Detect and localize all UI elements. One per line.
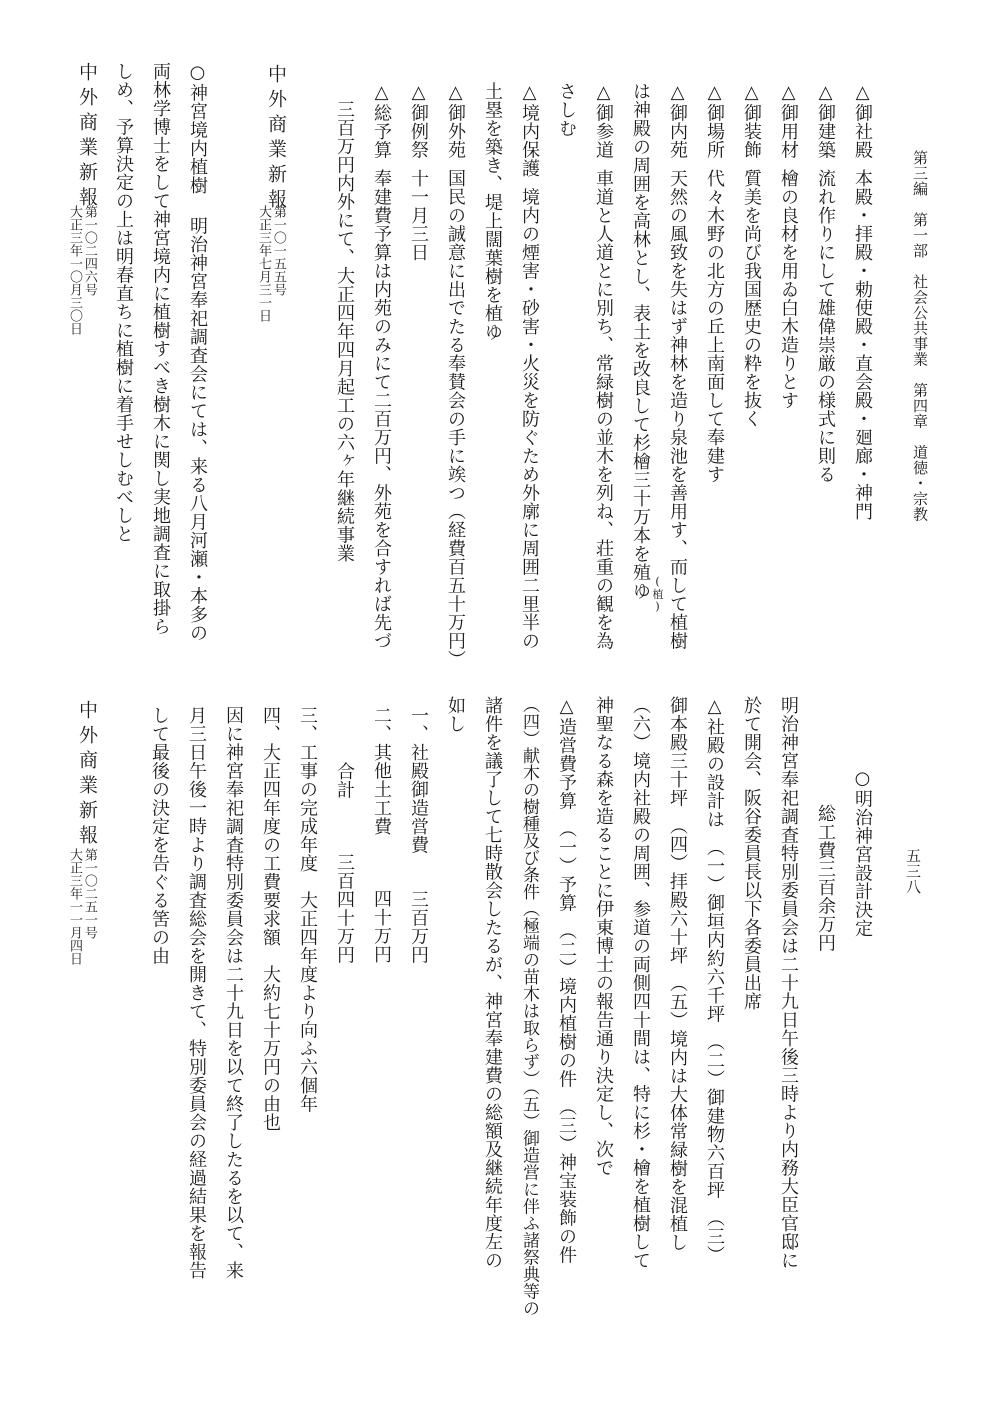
article-subtitle: 総工費三百余万円	[815, 804, 836, 952]
body-line-1: 明治神宮奉祀調査特別委員会は二十九日午後三時より内務大臣官邸に	[778, 696, 799, 1270]
item-gogaien: △御外苑国民の誠意に出でたる奉賛会の手に竢つ（経費百五十万円）	[445, 82, 466, 669]
page-number: 五三八	[904, 848, 922, 895]
closing-line-3: 因に神宮奉祀調査特別委員会は二十九日を以て終了したるを以て、来	[223, 706, 244, 1280]
closing-line-2: 四、大正四年度の工費要求額 大約七十万円の由也	[260, 706, 281, 1132]
body-line-10: 如し	[445, 696, 466, 733]
item-gonaien-cont: は神殿の周囲を高林とし、表土を改良して杉檜三十万本を殖ゆ	[630, 82, 651, 600]
article-shokuju: ○神宮境内植樹明治神宮奉祀調査会にては、来る八月河瀬・本多の	[187, 62, 208, 642]
item-souyosan: △総予算奉建費予算は内苑のみにて二百万円、外苑を合すれば先づ	[371, 82, 392, 650]
item-souyosan-cont: 三百万円内外にて、大正四年四月起工の六ヶ年継続事業	[334, 100, 355, 563]
body-line-3: △社殿の設計は （一）御垣内約六千坪 （二）御建物六百坪 （三）	[704, 696, 725, 1264]
closing-line-4: 月三日午後一時より調査総会を開きて、特別委員会の経過結果を報告	[186, 706, 207, 1280]
item-keidai-hogo-cont: 土塁を築き、堤上闊葉樹を植ゆ	[482, 82, 503, 341]
budget-item-2: 二、其他土工費四十万円	[371, 706, 392, 964]
source-newspaper-3: 中外商業新報	[76, 700, 98, 850]
source-issue-1: 第一〇一五五号 大正三年七月三一日	[255, 205, 286, 322]
item-gonaien: △御内苑天然の風致を失はず神林を造り泉池を善用す、而して植樹	[667, 82, 688, 650]
item-gokenchiku: △御建築流れ作りにして雄偉崇厳の様式に則る	[815, 82, 836, 484]
item-goyouzai: △御用材檜の良材を用ゐ白木造りとす	[778, 82, 799, 410]
article-shokuju-line3: しめ、予算決定の上は明春直ちに植樹に着手せしむべしと	[113, 62, 134, 543]
source-newspaper-1: 中外商業新報	[265, 64, 287, 214]
item-gosoushoku: △御装飾質美を尚び我国歴史の粋を抜く	[741, 82, 762, 428]
body-line-2: 於て開会、阪谷委員長以下各委員出席	[741, 696, 762, 1011]
source-issue-2: 第一〇二四六号 大正三年一〇月三〇日	[66, 205, 97, 335]
ruby-note: (植)	[651, 575, 664, 614]
article-shokuju-line2: 両林学博士をして神宮境内に植樹すべき樹木に関し実地調査に取掛ら	[150, 62, 171, 636]
body-line-8: （四）献木の樹種及び条件（極端の苗木は取らず）（五）御造営に伴ふ諸祭典等の	[519, 696, 539, 1317]
closing-line-1: 三、工事の完成年度 大正四年度より向ふ六個年	[297, 706, 318, 1113]
body-line-9: 諸件を議了して七時散会したるが、神宮奉建費の総額及継続年度左の	[482, 696, 503, 1270]
source-newspaper-2: 中外商業新報	[76, 62, 98, 212]
budget-total: 合計三百四十万円	[334, 762, 355, 964]
body-line-4: 御本殿三十坪 （四）拝殿六十坪 （五）境内は大体常緑樹を混植し	[667, 696, 688, 1252]
item-gosyaden: △御社殿本殿・拝殿・勅使殿・直会殿・廻廊・神門	[852, 82, 873, 521]
item-gosandou-cont: さしむ	[556, 82, 577, 138]
closing-line-5: して最後の決定を告ぐる筈の由	[149, 706, 170, 965]
article-title: ○明治神宮設計決定	[852, 768, 873, 938]
body-line-7: △造営費予算 （一）予算 （二）境内植樹の件 （三）神宝装飾の件	[556, 696, 577, 1264]
item-gobasho: △御場所代々木野の北方の丘上南面して奉建す	[704, 82, 725, 484]
source-issue-3: 第一〇二五一号 大正三年一一月四日	[66, 848, 97, 965]
budget-item-1: 一、社殿御造営費三百万円	[408, 706, 429, 964]
body-line-5: （六）境内社殿の周囲、参道の両側四十間は、特に杉・檜を植樹して	[630, 696, 651, 1270]
running-header: 第三編 第一部 社会公共事業 第四章 道徳・宗教	[911, 150, 929, 522]
body-line-6: 神聖なる森を造ることに伊東博士の報告通り決定し、次で	[593, 696, 614, 1177]
item-goreisai: △御例祭十一月三日	[408, 82, 429, 262]
item-gosandou: △御参道車道と人道とに別ち、常緑樹の並木を列ね、荘重の観を為	[593, 82, 614, 650]
item-keidai-hogo: △境内保護境内の煙害・砂害・火災を防ぐため外廓に周囲二里半の	[519, 82, 540, 650]
